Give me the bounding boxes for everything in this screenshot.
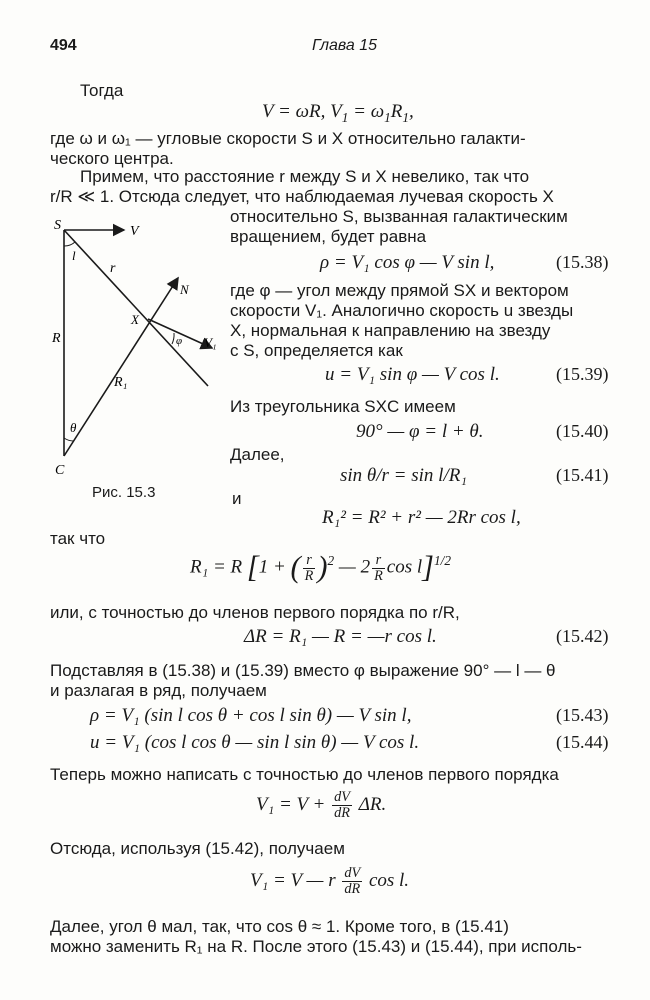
page-number: 494: [50, 37, 77, 54]
equation-15-42: ΔR = R₁ — R = —r cos l.: [244, 626, 437, 647]
equation-v1-substituted: V₁ = V — r $\frac{dV}{dR}$ cos l.: [250, 865, 410, 897]
figure-caption: Рис. 15.3: [92, 484, 156, 501]
equation-r1-expansion: R₁ = R [1 + ( $\frac{r}{R}$ )$^2$ — 2 $\frac{r}{R}$ cos l]$^{1/2}$: [190, 550, 451, 584]
label-x: X: [131, 312, 139, 327]
label-v: V: [130, 224, 139, 239]
paragraph-line: Далее,: [230, 445, 285, 464]
arc-theta: [64, 438, 74, 441]
paragraph-line: с S, определяется как: [230, 341, 403, 360]
label-v1: V₁: [204, 335, 217, 350]
equation-number: (15.39): [556, 364, 609, 384]
label-l: l: [72, 248, 76, 263]
paragraph-line: Подставляя в (15.38) и (15.39) вместо φ выражение 90° — l — θ: [50, 661, 556, 680]
chapter-title: Глава 15: [312, 37, 378, 54]
paragraph-line: Теперь можно написать с точностью до членов первого порядка: [50, 765, 559, 784]
label-n: N: [180, 282, 189, 297]
paragraph-line: Отсюда, используя (15.42), получаем: [50, 839, 345, 858]
label-c: C: [55, 463, 65, 478]
equation-15-38: ρ = V₁ cos φ — V sin l,: [320, 252, 495, 273]
paragraph-line: X, нормальная к направлению на звезду: [230, 321, 551, 340]
equation-15-39: u = V₁ sin φ — V cos l.: [325, 364, 500, 385]
paragraph-line: ческого центра.: [50, 149, 174, 168]
paragraph-line: или, с точностью до членов первого порядка по r/R,: [50, 603, 460, 622]
paragraph-line: где ω и ω₁ — угловые скорости S и X относительно галакти-: [50, 129, 526, 148]
triangle-diagram: [48, 216, 218, 484]
equation-number: (15.42): [556, 626, 609, 646]
equation-r1-squared: R₁² = R² + r² — 2Rr cos l,: [322, 507, 521, 528]
paragraph-line: так что: [50, 529, 106, 548]
equation-15-44: u = V₁ (cos l cos θ — sin l sin θ) — V cos l.: [90, 732, 420, 753]
paragraph-line: относительно S, вызванная галактическим: [230, 207, 568, 226]
label-s: S: [54, 218, 61, 233]
equation-15-41: sin θ/r = sin l/R₁: [340, 465, 467, 486]
paragraph-line: r/R ≪ 1. Отсюда следует, что наблюдаемая лучевая скорость X: [50, 187, 554, 206]
figure-15-3: [48, 216, 218, 484]
line-cxn: [64, 278, 178, 456]
label-r: r: [110, 261, 116, 276]
equation-v1-expansion: V₁ = V + $\frac{dV}{dR}$ ΔR.: [256, 789, 387, 821]
paragraph-line: можно заменить R₁ на R. После этого (15.43) и (15.44), при исполь-: [50, 937, 582, 956]
equation-number: (15.41): [556, 465, 609, 485]
equation-number: (15.43): [556, 705, 609, 725]
equation-angular-velocity: V = ωR, $V_1 = \omega_1R_1$,: [262, 101, 414, 125]
arc-phi: [172, 333, 174, 344]
equation-15-43: ρ = V₁ (sin l cos θ + cos l sin θ) — V sin l,: [90, 705, 412, 726]
paragraph-line: вращением, будет равна: [230, 227, 427, 246]
paragraph-line: Примем, что расстояние r между S и X невелико, так что: [80, 167, 530, 186]
equation-number: (15.38): [556, 252, 609, 272]
label-big-r: R: [52, 331, 61, 346]
equation-15-40: 90° — φ = l + θ.: [356, 421, 484, 442]
paragraph-line: где φ — угол между прямой SX и вектором: [230, 281, 569, 300]
running-header: [50, 36, 620, 58]
paragraph-line: Далее, угол θ мал, так, что cos θ ≈ 1. Кроме того, в (15.41): [50, 917, 509, 936]
label-r1: R₁: [114, 375, 128, 390]
paragraph-line: и разлагая в ряд, получаем: [50, 681, 267, 700]
paragraph-line: и: [232, 489, 242, 508]
line-sx: [64, 230, 208, 386]
equation-number: (15.40): [556, 421, 609, 441]
paragraph-line: скорости V₁. Аналогично скорость u звезды: [230, 301, 574, 320]
label-theta: θ: [70, 420, 77, 435]
arc-l: [64, 242, 75, 246]
equation-number: (15.44): [556, 732, 609, 752]
text-tonda: Тогда: [80, 81, 124, 100]
label-phi: φ: [176, 335, 183, 347]
paragraph-line: Из треугольника SXC имеем: [230, 397, 456, 416]
